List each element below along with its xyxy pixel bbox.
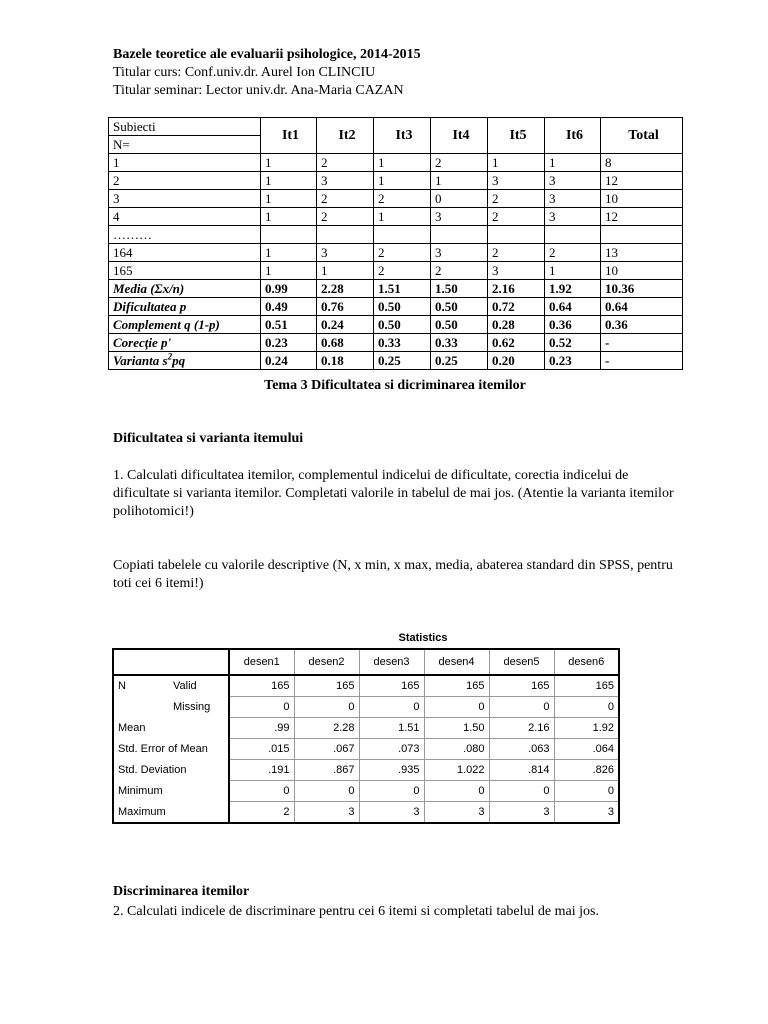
column-header: It5 <box>488 118 545 154</box>
column-header: Total <box>601 118 683 154</box>
table-row: 165 1 1 2 2 3 1 10 <box>109 262 683 280</box>
table-caption: Tema 3 Dificultatea si dicriminarea itemilor <box>264 378 526 393</box>
task-1-text: 1. Calculati dificultatea itemilor, complementul indicelui de dificultate, corectia indicelui de dificultate si varianta itemilor. Completati valorile in tabelul de mai jos. (Atentie la varianta itemilor polihotomici!) <box>113 468 674 519</box>
column-header: desen2 <box>294 649 359 675</box>
column-header: It1 <box>261 118 317 154</box>
table-row: 164 1 3 2 3 2 2 13 <box>109 244 683 262</box>
section-heading-discrimination: Discriminarea itemilor <box>113 884 250 899</box>
column-header: desen5 <box>489 649 554 675</box>
table-row: N Valid 165 165 165 165 165 165 <box>113 675 619 697</box>
column-header: It4 <box>431 118 488 154</box>
column-header: desen4 <box>424 649 489 675</box>
course-titular: Titular curs: Conf.univ.dr. Aurel Ion CLINCIU <box>113 65 376 80</box>
column-header: It6 <box>545 118 601 154</box>
task-copy-text: Copiati tabelele cu valorile descriptive (N, x min, x max, media, abaterea standard din SPSS, pentru toti cei 6 itemi!) <box>113 558 673 591</box>
table-row: Maximum 2 3 3 3 3 3 <box>113 802 619 824</box>
column-header: It3 <box>374 118 431 154</box>
table-row: Mean .99 2.28 1.51 1.50 2.16 1.92 <box>113 718 619 739</box>
n-label: N= <box>109 136 261 154</box>
table-row: Std. Deviation .191 .867 .935 1.022 .814 .826 <box>113 760 619 781</box>
stat-row-difficulty: Dificultatea p 0.49 0.76 0.50 0.50 0.72 0.64 0.64 <box>109 298 683 316</box>
stat-row-complement: Complement q (1-p) 0.51 0.24 0.50 0.50 0.28 0.36 0.36 <box>109 316 683 334</box>
section-heading-difficulty: Dificultatea si varianta itemului <box>113 431 304 446</box>
table-row: ……… <box>109 226 683 244</box>
statistics-title: Statistics <box>398 632 448 644</box>
task-2-text: 2. Calculati indicele de discriminare pentru cei 6 itemi si completati tabelul de mai jos. <box>113 904 599 919</box>
spss-statistics-table <box>112 648 620 824</box>
column-header: It2 <box>317 118 374 154</box>
table-row: 4 1 2 1 3 2 3 12 <box>109 208 683 226</box>
stat-row-correction: Corecţie p' 0.23 0.68 0.33 0.33 0.62 0.52 - <box>109 334 683 352</box>
table-row: 3 1 2 2 0 2 3 10 <box>109 190 683 208</box>
table-row: Missing 0 0 0 0 0 0 <box>113 697 619 718</box>
seminar-titular: Titular seminar: Lector univ.dr. Ana-Maria CAZAN <box>113 83 404 98</box>
stat-row-variance: Varianta $s^2pq$ 0.24 0.18 0.25 0.25 0.20 0.23 - <box>109 352 683 370</box>
table-row: Minimum 0 0 0 0 0 0 <box>113 781 619 802</box>
table-row: Std. Error of Mean .015 .067 .073 .080 .063 .064 <box>113 739 619 760</box>
subjects-label: Subiecti <box>109 118 261 136</box>
table-row: 1 1 2 1 2 1 1 8 <box>109 154 683 172</box>
column-header: desen1 <box>229 649 294 675</box>
column-header: desen6 <box>554 649 619 675</box>
document-title: Bazele teoretice ale evaluarii psihologice, 2014-2015 <box>113 47 421 62</box>
stat-row-mean: Media (Σx/n) 0.99 2.28 1.51 1.50 2.16 1.92 10.36 <box>109 280 683 298</box>
item-difficulty-table <box>108 117 683 370</box>
statistics-header-row <box>113 649 619 675</box>
table-row: 2 1 3 1 1 3 3 12 <box>109 172 683 190</box>
column-header: desen3 <box>359 649 424 675</box>
